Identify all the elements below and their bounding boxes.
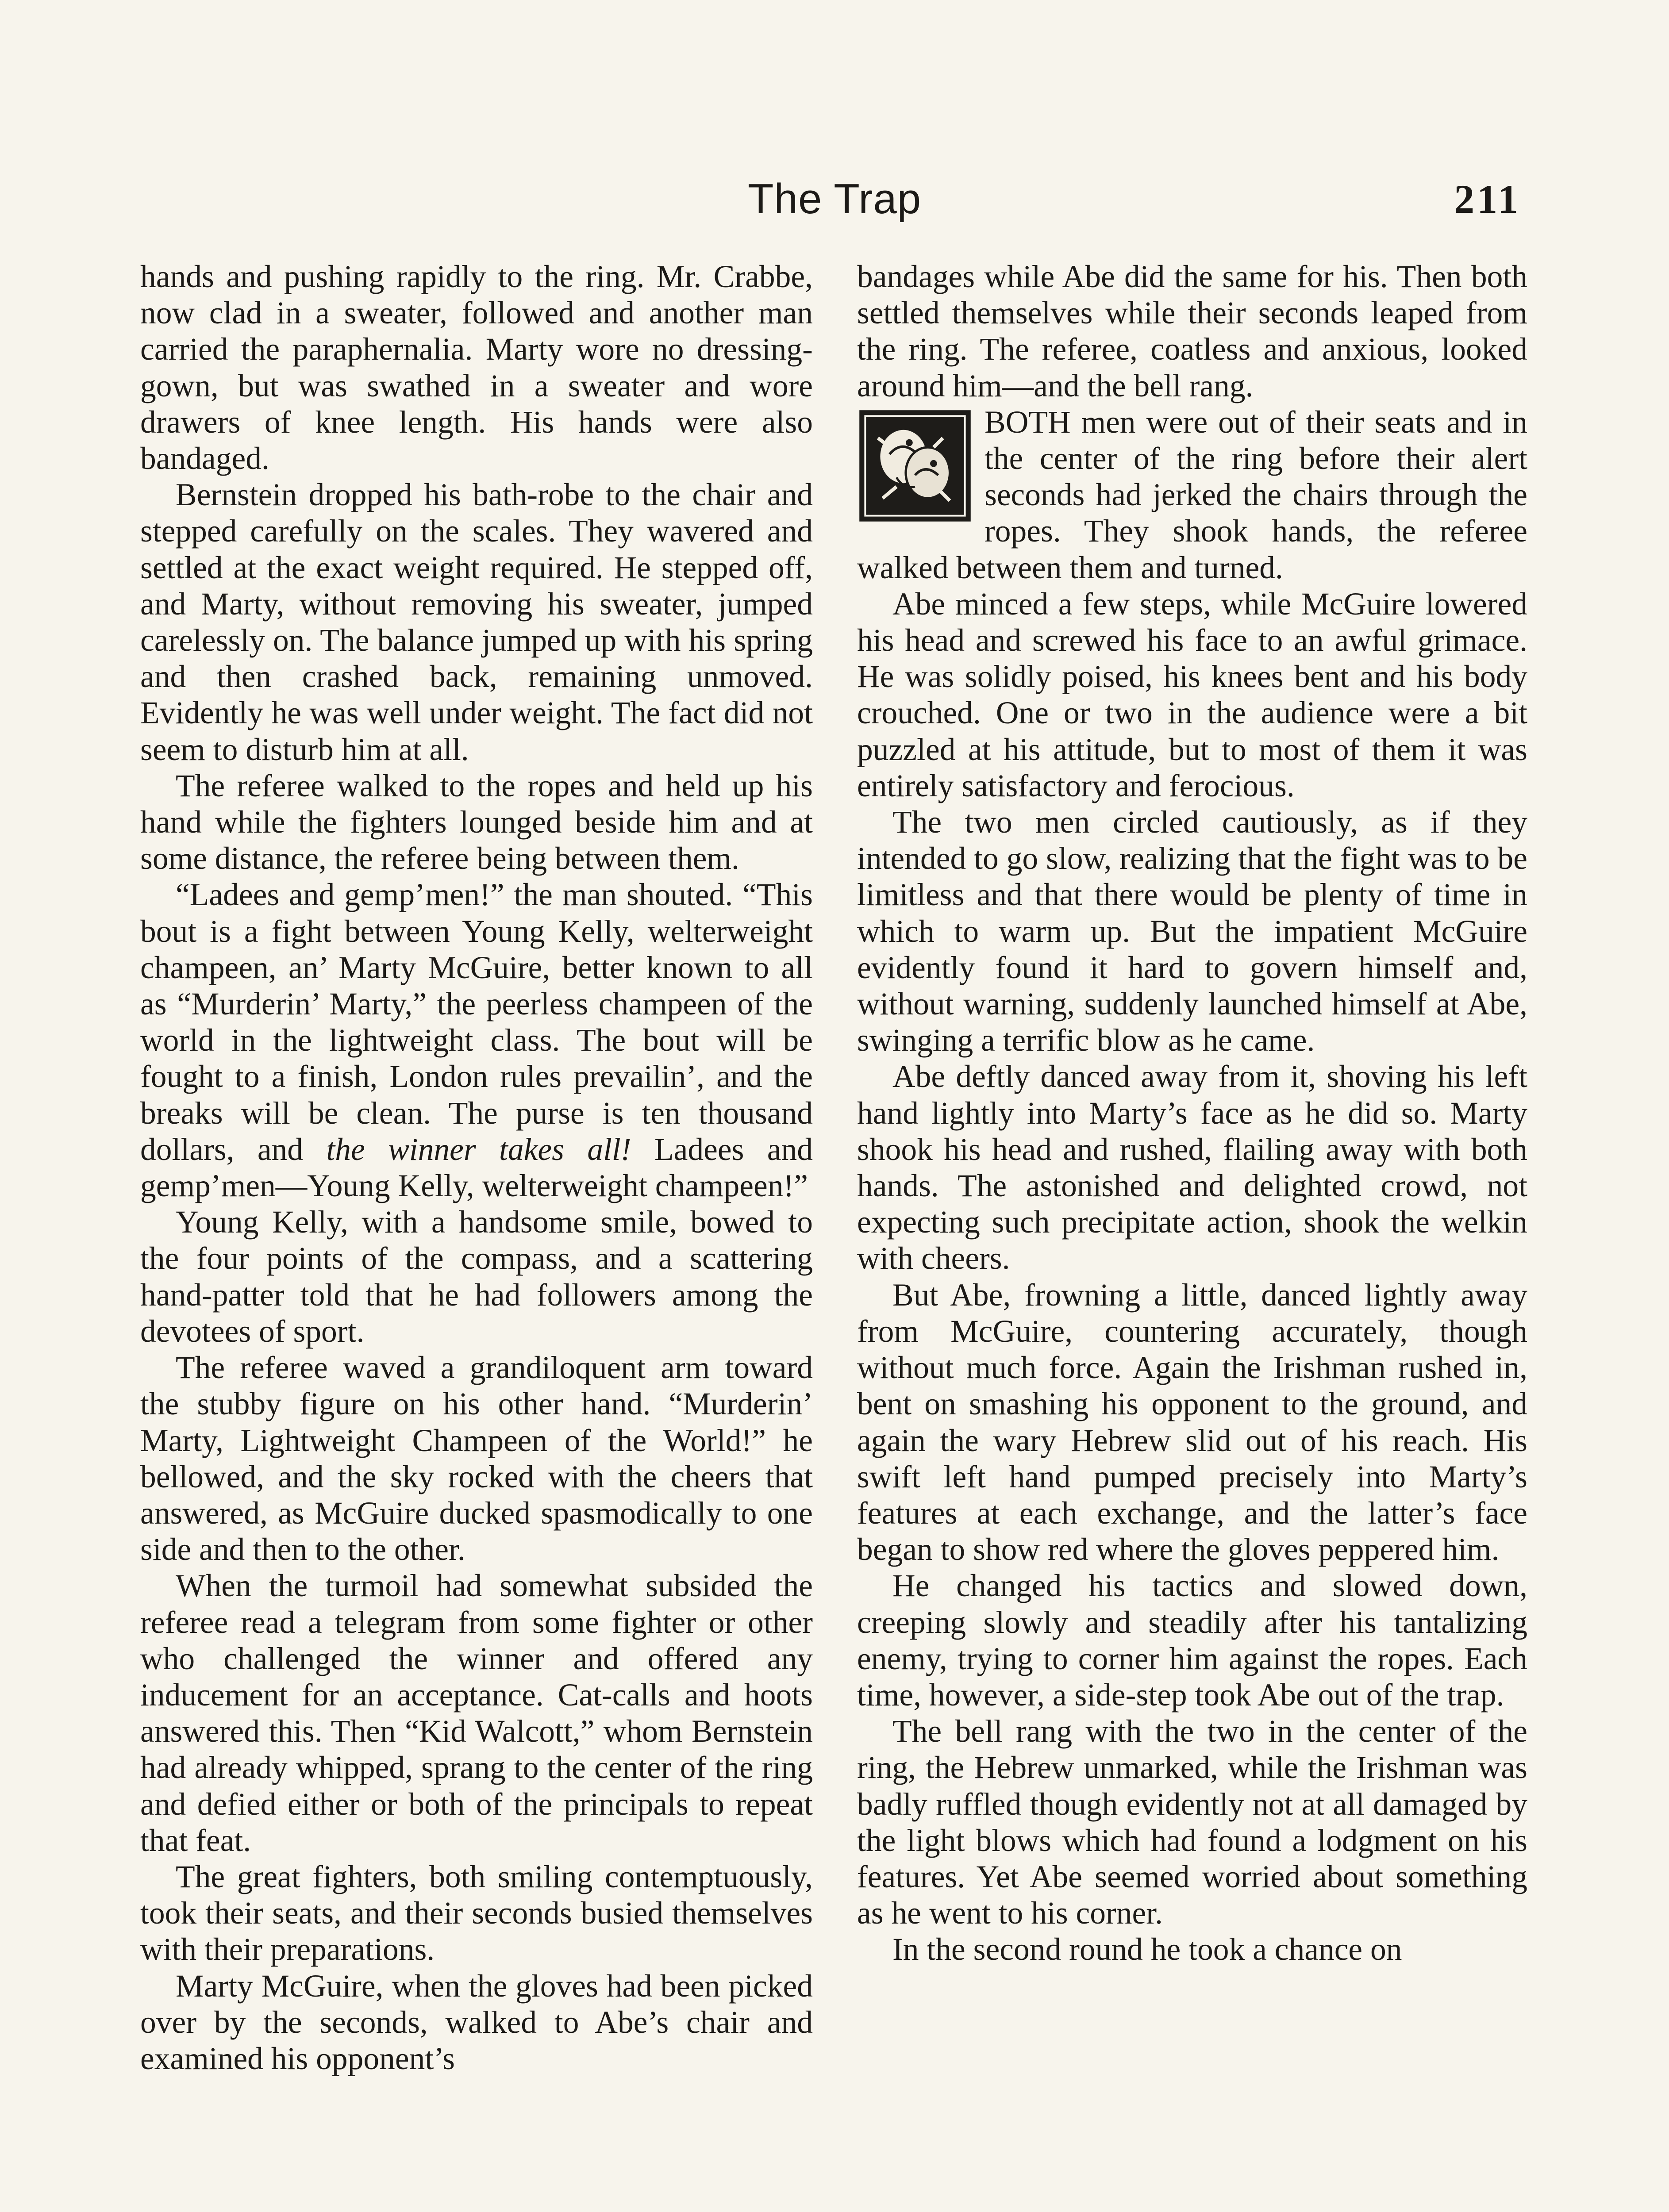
running-title: The Trap bbox=[747, 175, 922, 223]
left-column bbox=[140, 259, 813, 2077]
page-number: 211 bbox=[1454, 177, 1521, 222]
emphasis-text: the winner takes all! bbox=[326, 1132, 631, 1167]
boxing-gloves-ornament-icon bbox=[857, 408, 973, 524]
paragraph: Abe deftly danced away from it, shoving his left hand lightly into Marty’s face as he did so. Marty shook his head and rushed, flailing away with both hands. The astonished and delighted crowd, not expecting such precipitate action, shook the welkin with cheers. bbox=[857, 1059, 1527, 1276]
paragraph: Marty McGuire, when the gloves had been picked over by the seconds, walked to Abe’s chair and examined his opponent’s bbox=[140, 1968, 813, 2076]
paragraph: Abe minced a few steps, while McGuire lowered his head and screwed his face to an awful grimace. He was solidly poised, his knees bent and his body crouched. One or two in the audience were a bit puzzled at his attitude, but to most of them it was entirely satisfactory and ferocious. bbox=[857, 586, 1527, 803]
paragraph: The two men circled cautiously, as if they intended to go slow, realizing that the fight was to be limitless and that there would be plenty of time in which to warm up. But the impatient McGuire evidently found it hard to govern himself and, without warning, suddenly launched himself at Abe, swinging a terrific blow as he came. bbox=[857, 805, 1527, 1058]
text-run: “Ladees and gemp’men!” the man shouted. “This bout is a fight between Young Kelly, welterweight champeen, an’ Marty McGuire, better known to all as “Murderin’ Marty,” the peerless champeen of the world in the lightweight class. The bout will be fought to a finish, London rules prevailin’, and the breaks will be clean. The purse is ten thousand dollars, and bbox=[140, 877, 813, 1167]
paragraph: bandages while Abe did the same for his. Then both settled themselves while their seconds leaped from the ring. The referee, coatless and anxious, looked around him—and the bell rang. bbox=[857, 259, 1527, 403]
text-run: Ladees and gemp’men—Young Kelly, welterweight champeen!” bbox=[140, 1132, 813, 1204]
paragraph: BOTH men were out of their seats and in the center of the ring before their alert seconds had jerked the chairs through the ropes. They shook hands, the referee walked between them and turned. bbox=[857, 404, 1527, 585]
paragraph: hands and pushing rapidly to the ring. Mr. Crabbe, now clad in a sweater, followed and another man carried the paraphernalia. Marty wore no dressing-gown, but was swathed in a sweater and wore drawers of knee length. His hands were also bandaged. bbox=[140, 259, 813, 476]
right-column bbox=[857, 259, 1527, 1968]
paragraph: The referee walked to the ropes and held up his hand while the fighters lounged beside him and at some distance, the referee being between them. bbox=[140, 768, 813, 876]
paragraph: The great fighters, both smiling contemptuously, took their seats, and their seconds busied themselves with their preparations. bbox=[140, 1859, 813, 1967]
running-head bbox=[0, 168, 1669, 230]
paragraph: He changed his tactics and slowed down, creeping slowly and steadily after his tantalizing enemy, trying to corner him against the ropes. Each time, however, a side-step took Abe out of the trap. bbox=[857, 1568, 1527, 1713]
paragraph: The bell rang with the two in the center of the ring, the Hebrew unmarked, while the Irishman was badly ruffled though evidently not at all damaged by the light blows which had found a lodgment on his features. Yet Abe seemed worried about something as he went to his corner. bbox=[857, 1714, 1527, 1931]
paragraph: The referee waved a grandiloquent arm toward the stubby figure on his other hand. “Murderin’ Marty, Lightweight Champeen of the World!” he bellowed, and the sky rocked with the cheers that answered, as McGuire ducked spasmodically to one side and then to the other. bbox=[140, 1350, 813, 1567]
paragraph: But Abe, frowning a little, danced lightly away from McGuire, countering accurately, though without much force. Again the Irishman rushed in, bent on smashing his opponent to the ground, and again the wary Hebrew slid out of his reach. His swift left hand pumped precisely into Marty’s features at each exchange, and the latter’s face began to show red where the gloves peppered him. bbox=[857, 1277, 1527, 1567]
paragraph: In the second round he took a chance on bbox=[892, 1932, 1402, 1967]
paragraph: Bernstein dropped his bath-robe to the chair and stepped carefully on the scales. They wavered and settled at the exact weight required. He stepped off, and Marty, without removing his sweater, jumped carelessly on. The balance jumped up with his spring and then crashed back, remaining unmoved. Evidently he was well under weight. The fact did not seem to disturb him at all. bbox=[140, 477, 813, 767]
paragraph: When the turmoil had somewhat subsided the referee read a telegram from some fighter or other who challenged the winner and offered any inducement for an acceptance. Cat-calls and hoots answered this. Then “Kid Walcott,” whom Bernstein had already whipped, sprang to the center of the ring and defied either or both of the principals to repeat that feat. bbox=[140, 1568, 813, 1858]
paragraph bbox=[140, 877, 813, 1204]
paragraph: Young Kelly, with a handsome smile, bowed to the four points of the compass, and a scattering hand-patter told that he had followers among the devotees of sport. bbox=[140, 1205, 813, 1349]
